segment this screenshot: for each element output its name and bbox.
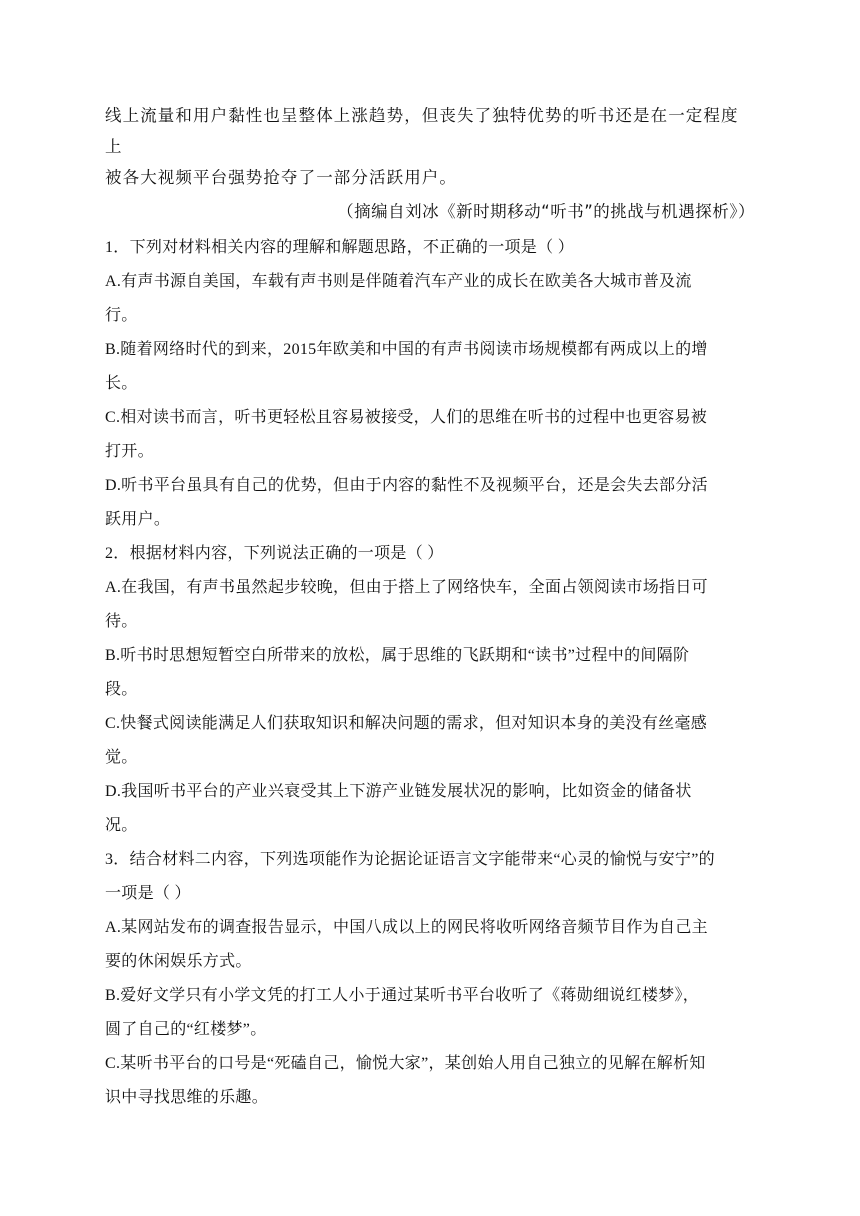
option-a-cont: 行。 [105, 307, 138, 324]
question-stem: 1．下列对材料相关内容的理解和解题思路，不正确的一项是（ ） [105, 239, 575, 256]
option-c-cont: 打开。 [105, 443, 154, 460]
option-b: B.听书时思想短暂空白所带来的放松，属于思维的飞跃期和“读书”过程中的间隔阶 [105, 647, 690, 664]
question-2 [105, 537, 755, 843]
option-b: B.爱好文学只有小学文凭的打工人小于通过某听书平台收听了《蒋勋细说红楼梦》， [105, 987, 700, 1004]
option-c-cont: 识中寻找思维的乐趣。 [105, 1089, 269, 1106]
option-d: D.听书平台虽具有自己的优势，但由于内容的黏性不及视频平台，还是会失去部分活 [105, 477, 708, 494]
option-a-cont: 要的休闲娱乐方式。 [105, 953, 252, 970]
option-b: B.随着网络时代的到来，2015年欧美和中国的有声书阅读市场规模都有两成以上的增 [105, 341, 708, 358]
option-b-cont: 长。 [105, 375, 138, 392]
option-c: C.相对读书而言，听书更轻松且容易被接受，人们的思维在听书的过程中也更容易被 [105, 409, 708, 426]
question-1 [105, 231, 755, 537]
option-b-cont: 圆了自己的“红楼梦”。 [105, 1021, 267, 1038]
option-d-cont: 况。 [105, 817, 138, 834]
option-c: C.某听书平台的口号是“死磕自己，愉悦大家”，某创始人用自己独立的见解在解析知 [105, 1055, 706, 1072]
intro-line: 线上流量和用户黏性也呈整体上涨趋势，但丧失了独特优势的听书还是在一定程度上 [105, 106, 739, 156]
option-a: A.在我国，有声书虽然起步较晚，但由于搭上了网络快车，全面占领阅读市场指日可 [105, 579, 708, 596]
source-citation: （摘编自刘冰《新时期移动“听书”的挑战与机遇探析》） [337, 202, 755, 221]
question-stem: 3．结合材料二内容，下列选项能作为论据论证语言文字能带来“心灵的愉悦与安宁”的 [105, 851, 715, 868]
option-b-cont: 段。 [105, 681, 138, 698]
intro-line: 被各大视频平台强势抢夺了一部分活跃用户。 [105, 168, 457, 187]
option-a: A.有声书源自美国，车载有声书则是伴随着汽车产业的成长在欧美各大城市普及流 [105, 273, 692, 290]
option-d: D.我国听书平台的产业兴衰受其上下游产业链发展状况的影响，比如资金的储备状 [105, 783, 692, 800]
question-stem: 2．根据材料内容，下列说法正确的一项是（ ） [105, 545, 444, 562]
option-c-cont: 觉。 [105, 749, 138, 766]
option-a: A.某网站发布的调查报告显示，中国八成以上的网民将收听网络音频节目作为自己主 [105, 919, 708, 936]
option-a-cont: 待。 [105, 613, 138, 630]
option-d-cont: 跃用户。 [105, 511, 171, 528]
question-3 [105, 843, 755, 1115]
question-stem-cont: 一项是（ ） [105, 885, 191, 902]
option-c: C.快餐式阅读能满足人们获取知识和解决问题的需求，但对知识本身的美没有丝毫感 [105, 715, 708, 732]
